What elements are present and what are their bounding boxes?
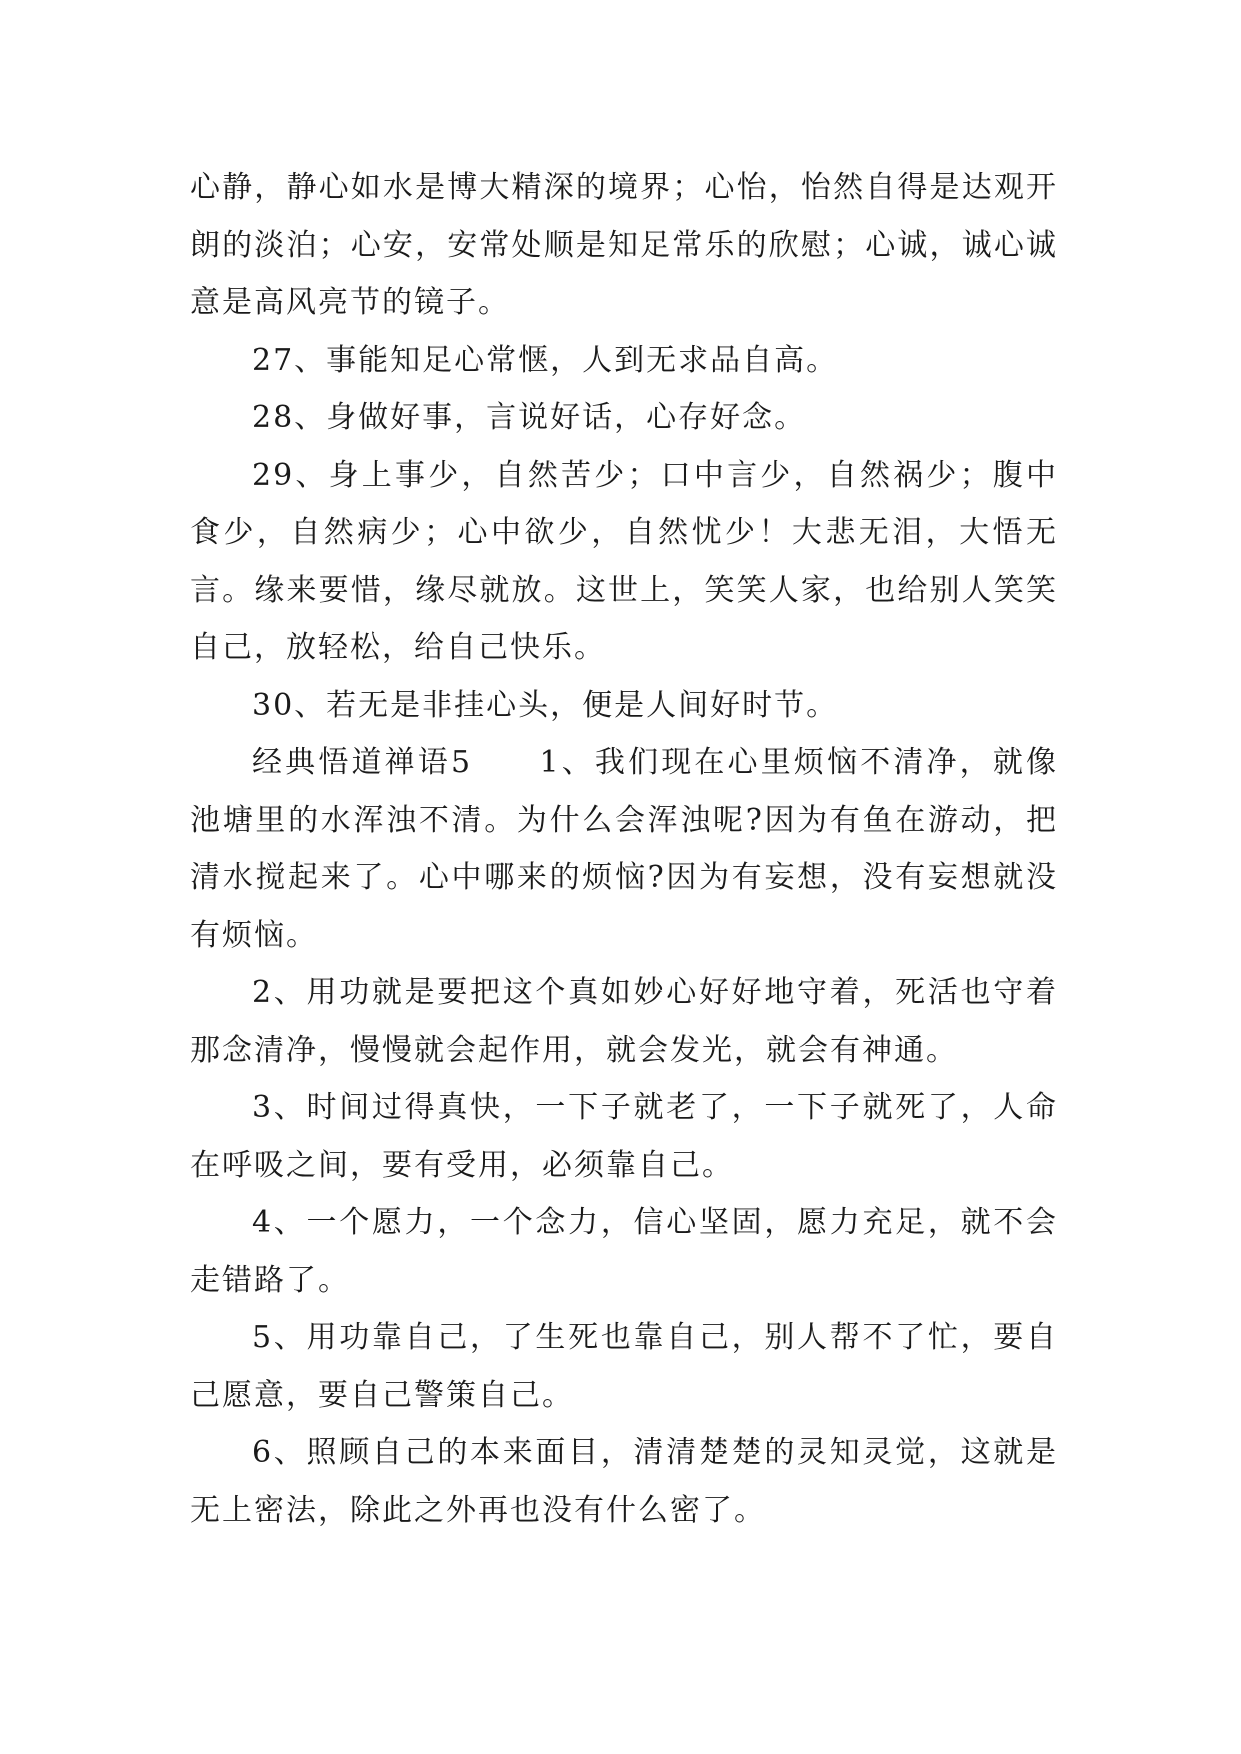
paragraph: 4、一个愿力，一个念力，信心坚固，愿力充足，就不会走错路了。 bbox=[190, 1205, 1058, 1298]
paragraph: 30、若无是非挂心头，便是人间好时节。 bbox=[252, 687, 839, 723]
document-body bbox=[190, 159, 1058, 1539]
paragraph: 3、时间过得真快，一下子就老了，一下子就死了，人命在呼吸之间，要有受用，必须靠自己。 bbox=[190, 1090, 1058, 1183]
paragraph: 2、用功就是要把这个真如妙心好好地守着，死活也守着那念清净，慢慢就会起作用，就会发光，就会有神通。 bbox=[190, 975, 1058, 1068]
paragraph: 心静，静心如水是博大精深的境界；心怡，怡然自得是达观开朗的淡泊；心安，安常处顺是知足常乐的欣慰；心诚，诚心诚意是高风亮节的镜子。 bbox=[190, 170, 1058, 320]
paragraph: 经典悟道禅语5 1、我们现在心里烦恼不清净，就像池塘里的水浑浊不清。为什么会浑浊呢?因为有鱼在游动，把清水搅起来了。心中哪来的烦恼?因为有妄想，没有妄想就没有烦恼。 bbox=[190, 745, 1058, 953]
paragraph: 29、身上事少，自然苦少；口中言少，自然祸少；腹中食少，自然病少；心中欲少，自然忧少！大悲无泪，大悟无言。缘来要惜，缘尽就放。这世上，笑笑人家，也给别人笑笑自己，放轻松，给自己快乐。 bbox=[190, 457, 1058, 665]
paragraph: 5、用功靠自己，了生死也靠自己，别人帮不了忙，要自己愿意，要自己警策自己。 bbox=[190, 1320, 1058, 1413]
paragraph: 6、照顾自己的本来面目，清清楚楚的灵知灵觉，这就是无上密法，除此之外再也没有什么密了。 bbox=[190, 1435, 1058, 1528]
paragraph: 27、事能知足心常惬，人到无求品自高。 bbox=[252, 342, 839, 378]
paragraph: 28、身做好事，言说好话，心存好念。 bbox=[252, 400, 807, 435]
